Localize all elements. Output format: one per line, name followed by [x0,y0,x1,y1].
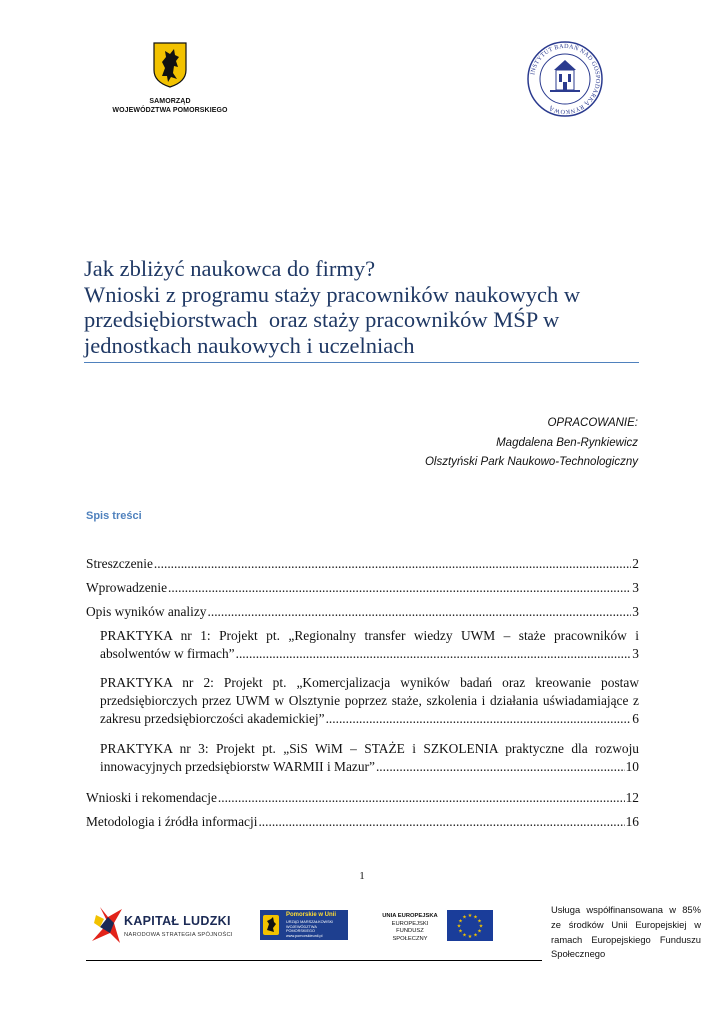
kapital-ludzki-title: KAPITAŁ LUDZKI [124,914,231,928]
author-organization: Olsztyński Park Naukowo-Technologiczny [424,456,638,468]
svg-text:★: ★ [458,928,463,935]
page-number: 1 [359,870,365,882]
eu-line-3: FUNDUSZ SPOŁECZNY [392,928,428,942]
svg-text:★: ★ [473,932,478,939]
authorship-block [238,414,638,473]
samorzad-caption-line2: WOJEWÓDZTWA POMORSKIEGO [112,107,228,114]
eu-line-2: EUROPEJSKI [391,920,429,927]
samorzad-caption-line1: SAMORZĄD [149,98,191,105]
toc-entry-wprowadzenie[interactable] [86,579,639,596]
toc-entry-praktyka-2[interactable] [100,710,639,727]
toc-entry-text: Opis wyników analizy [86,604,207,619]
eu-line-1: UNIA EUROPEJSKA [382,913,438,919]
toc-entry-page: 10 [625,759,639,774]
svg-text:★: ★ [458,918,463,925]
toc-entry-praktyka-2-line1[interactable]: PRAKTYKA nr 2: Projekt pt. „Komercjalizacja wyników badań oraz kreowanie postaw [100,675,639,690]
svg-text:★: ★ [456,923,462,930]
author-name: Magdalena Ben-Rynkiewicz [496,436,638,449]
toc-entry-text: Streszczenie [86,556,153,571]
toc-entry-text: Metodologia i źródła informacji [86,814,258,829]
title-line-3: przedsiębiorstwach oraz staży pracowników MŚP w [84,307,560,332]
toc-leader [208,603,632,620]
seal-ring-text: INSTYTUT BADAŃ NAD GOSPODARKĄ RYNKOWĄ [529,42,602,116]
toc-entry-praktyka-3-line1[interactable]: PRAKTYKA nr 3: Projekt pt. „SiS WiM – STAŻE i SZKOLENIA praktyczne dla rozwoju [100,741,639,756]
ibngr-seal-icon [526,40,604,118]
kapital-ludzki-subtitle: NARODOWA STRATEGIA SPÓJNOŚCI [124,932,233,938]
toc-entry-praktyka-3[interactable] [100,758,639,775]
svg-text:★: ★ [467,913,473,919]
svg-text:★: ★ [477,928,482,935]
toc-entry-page: 3 [632,604,639,619]
toc-entry-wnioski[interactable] [86,789,639,806]
svg-text:★: ★ [478,923,484,930]
toc-entry-page: 16 [625,814,639,829]
svg-text:★: ★ [467,934,473,940]
toc-leader [258,813,624,830]
toc-entry-praktyka-1[interactable] [100,645,639,662]
toc-entry-praktyka-1-line1[interactable]: PRAKTYKA nr 1: Projekt pt. „Regionalny transfer wiedzy UWM – staże pracowników i [100,628,639,643]
toc-leader [326,710,632,727]
toc-entry-text: zakresu przedsiębiorczości akademickiej” [100,711,325,726]
pomorskie-title: Pomorskie w Unii [286,912,337,918]
svg-text:★: ★ [462,932,467,939]
toc-entry-streszczenie[interactable] [86,555,639,572]
svg-text:★: ★ [477,918,482,925]
toc-entry-text: Wprowadzenie [86,580,168,595]
title-line-1: Jak zbliżyć naukowca do firmy? [84,256,376,281]
toc-entry-text: absolwentów w firmach” [100,646,235,661]
toc-entry-page: 3 [632,580,639,595]
toc-entry-praktyka-2-line2[interactable]: przedsiębiorczych przez UWM w Olsztynie poprzez staże, szkolenia i działania uświadamiające z [100,693,639,708]
toc-leader [236,645,632,662]
funding-note: Usługa współfinansowana w 85% ze środków Unii Europejskiej w ramach Europejskiego Funduszu Społecznego [551,904,701,960]
toc-leader [376,758,625,775]
toc-leader [218,789,625,806]
toc-entry-page: 6 [632,711,639,726]
footer-divider [86,960,542,961]
toc-heading: Spis treści [86,510,142,522]
toc-entry-page: 3 [632,646,639,661]
svg-text:★: ★ [462,914,467,921]
toc-entry-page: 2 [632,556,639,571]
toc-entry-text: Wnioski i rekomendacje [86,790,217,805]
title-line-2: Wnioski z programu staży pracowników naukowych w [84,281,581,307]
samorzad-logo [110,42,230,115]
toc-leader [154,555,631,572]
title-line-4: jednostkach naukowych i uczelniach [84,332,415,358]
kapital-ludzki-star-icon [90,903,124,945]
pomorskie-shield-icon [260,910,282,940]
authorship-label: OPRACOWANIE: [547,417,638,429]
title-underline [84,362,639,363]
eu-text-block [378,913,442,943]
svg-text:★: ★ [473,914,478,921]
toc-entry-metodologia[interactable] [86,813,639,830]
toc-entry-page: 12 [625,790,639,805]
document-title [84,256,644,358]
toc-entry-text: innowacyjnych przedsiębiorstw WARMII i Mazur” [100,759,375,774]
toc-entry-opis-wynikow[interactable] [86,603,639,620]
griffin-shield-icon [153,42,187,88]
toc-leader [168,579,631,596]
pomorskie-subtitle: URZĄD MARSZAŁKOWSKI WOJEWÓDZTWA POMORSKIEGO www.pomorskieunii.pl [286,920,334,938]
eu-flag-icon [447,910,493,941]
